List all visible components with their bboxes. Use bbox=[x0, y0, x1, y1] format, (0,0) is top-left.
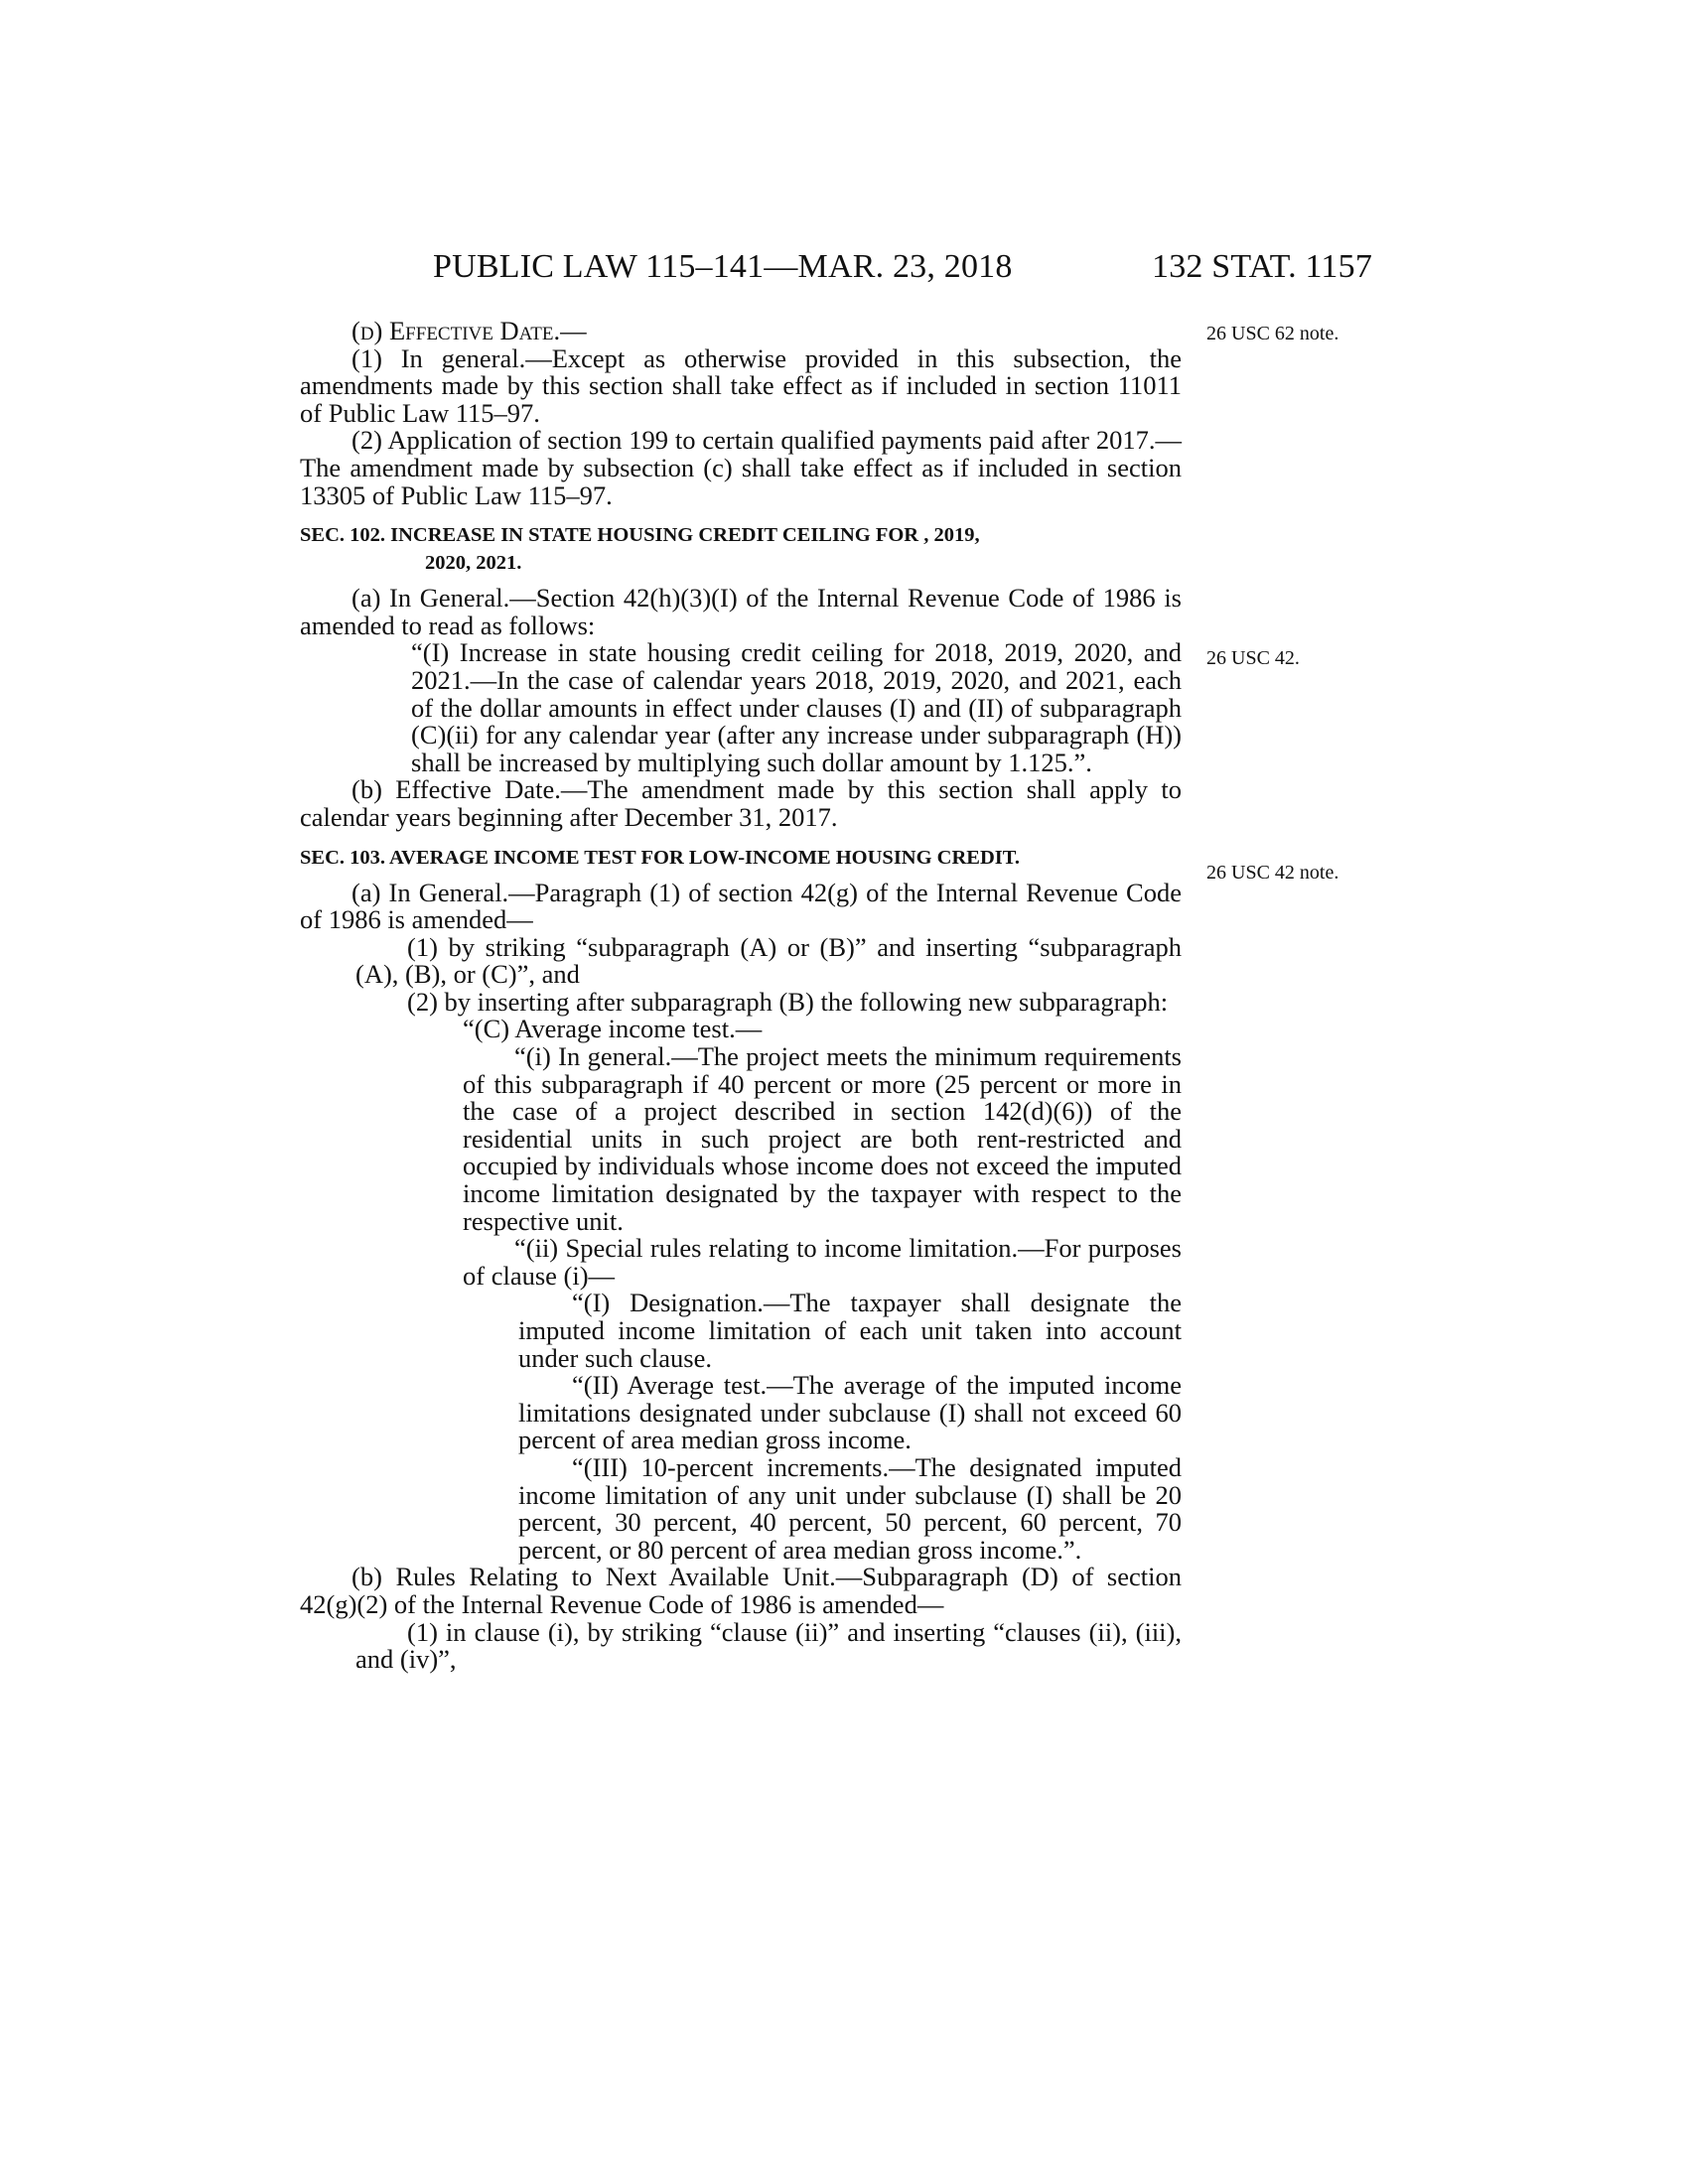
margin-note-42: 26 USC 42. bbox=[1206, 647, 1300, 669]
subparagraph-C-heading: “(C) Average income test.— bbox=[463, 1014, 763, 1044]
running-header-left: PUBLIC LAW 115–141—MAR. 23, 2018 bbox=[433, 248, 1013, 285]
section-103-a-1: (1) by striking “subparagraph (A) or (B)” and inserting “subparagraph (A), (B), or (C)”, and bbox=[355, 931, 1182, 990]
running-header-right: 132 STAT. 1157 bbox=[1152, 248, 1373, 285]
section-103-heading: SEC. 103. AVERAGE INCOME TEST FOR LOW-INCOME HOUSING CREDIT. bbox=[300, 846, 1021, 869]
section-103-subsection-b: (b) Rules Relating to Next Available Unit.—Subparagraph (D) of section 42(g)(2) of the Internal Revenue Code of 1986 is amended— bbox=[300, 1562, 1182, 1619]
section-103-b-1: (1) in clause (i), by striking “clause (ii)” and inserting “clauses (ii), (iii), and (iv)”, bbox=[355, 1616, 1182, 1675]
subclause-III-increments: “(III) 10-percent increments.—The designated imputed income limitation of any unit under subclause (I) shall be 20 percent, 30 percent, 40 percent, 50 percent, 60 percent, 70 percent, or 80 percent of area median gross income.”. bbox=[518, 1451, 1182, 1565]
section-103-a-2: (2) by inserting after subparagraph (B) the following new subparagraph: bbox=[407, 986, 1169, 1017]
section-102-quoted-clause: “(I) Increase in state housing credit ceiling for 2018, 2019, 2020, and 2021.—In the case of calendar years 2018, 2019, 2020, and 2021, each of the dollar amounts in effect under clauses (I) and (II) of subparagraph (C)(ii) for any calendar year (after any increase under subparagraph (H)) shall be increased by multiplying such dollar amount by 1.125.”. bbox=[411, 637, 1182, 777]
paragraph-d1: (1) In general.—Except as otherwise provided in this subsection, the amendments made by this section shall take effect as if included in section 11011 of Public Law 115–97. bbox=[300, 342, 1182, 428]
margin-note-62: 26 USC 62 note. bbox=[1206, 323, 1339, 344]
clause-i-general: “(i) In general.—The project meets the minimum requirements of this subparagraph if 40 percent or more (25 percent or more in the case of a project described in section 142(d)(6)) of the residential units in such project are both rent-restricted and occupied by individuals whose income does not exceed the imputed income limitation designated by the taxpayer with respect to the respective unit. bbox=[463, 1041, 1182, 1236]
section-102-heading: SEC. 102. INCREASE IN STATE HOUSING CREDIT CEILING FOR , 2019, 2020, 2021. bbox=[300, 524, 980, 575]
section-102-subsection-b: (b) Effective Date.—The amendment made by this section shall apply to calendar years beginning after December 31, 2017. bbox=[300, 774, 1182, 832]
margin-note-42-note: 26 USC 42 note. bbox=[1206, 862, 1339, 884]
subclause-II-average-test: “(II) Average test.—The average of the imputed income limitations designated under subclause (I) shall not exceed 60 percent of area median gross income. bbox=[518, 1370, 1182, 1455]
document-body bbox=[300, 318, 1182, 1674]
section-103-subsection-a: (a) In General.—Paragraph (1) of section 42(g) of the Internal Revenue Code of 1986 is amended— bbox=[300, 877, 1182, 935]
subsection-d-heading: (d) Effective Date.— bbox=[352, 316, 587, 345]
section-102-subsection-a: (a) In General.—Section 42(h)(3)(I) of the Internal Revenue Code of 1986 is amended to read as follows: bbox=[300, 583, 1182, 640]
paragraph-d2: (2) Application of section 199 to certain qualified payments paid after 2017.—The amendment made by subsection (c) shall take effect as if included in section 13305 of Public Law 115–97. bbox=[300, 425, 1182, 510]
clause-ii-special-rules: “(ii) Special rules relating to income limitation.—For purposes of clause (i)— bbox=[463, 1233, 1182, 1291]
subclause-I-designation: “(I) Designation.—The taxpayer shall designate the imputed income limitation of each unit taken into account under such clause. bbox=[518, 1288, 1182, 1373]
